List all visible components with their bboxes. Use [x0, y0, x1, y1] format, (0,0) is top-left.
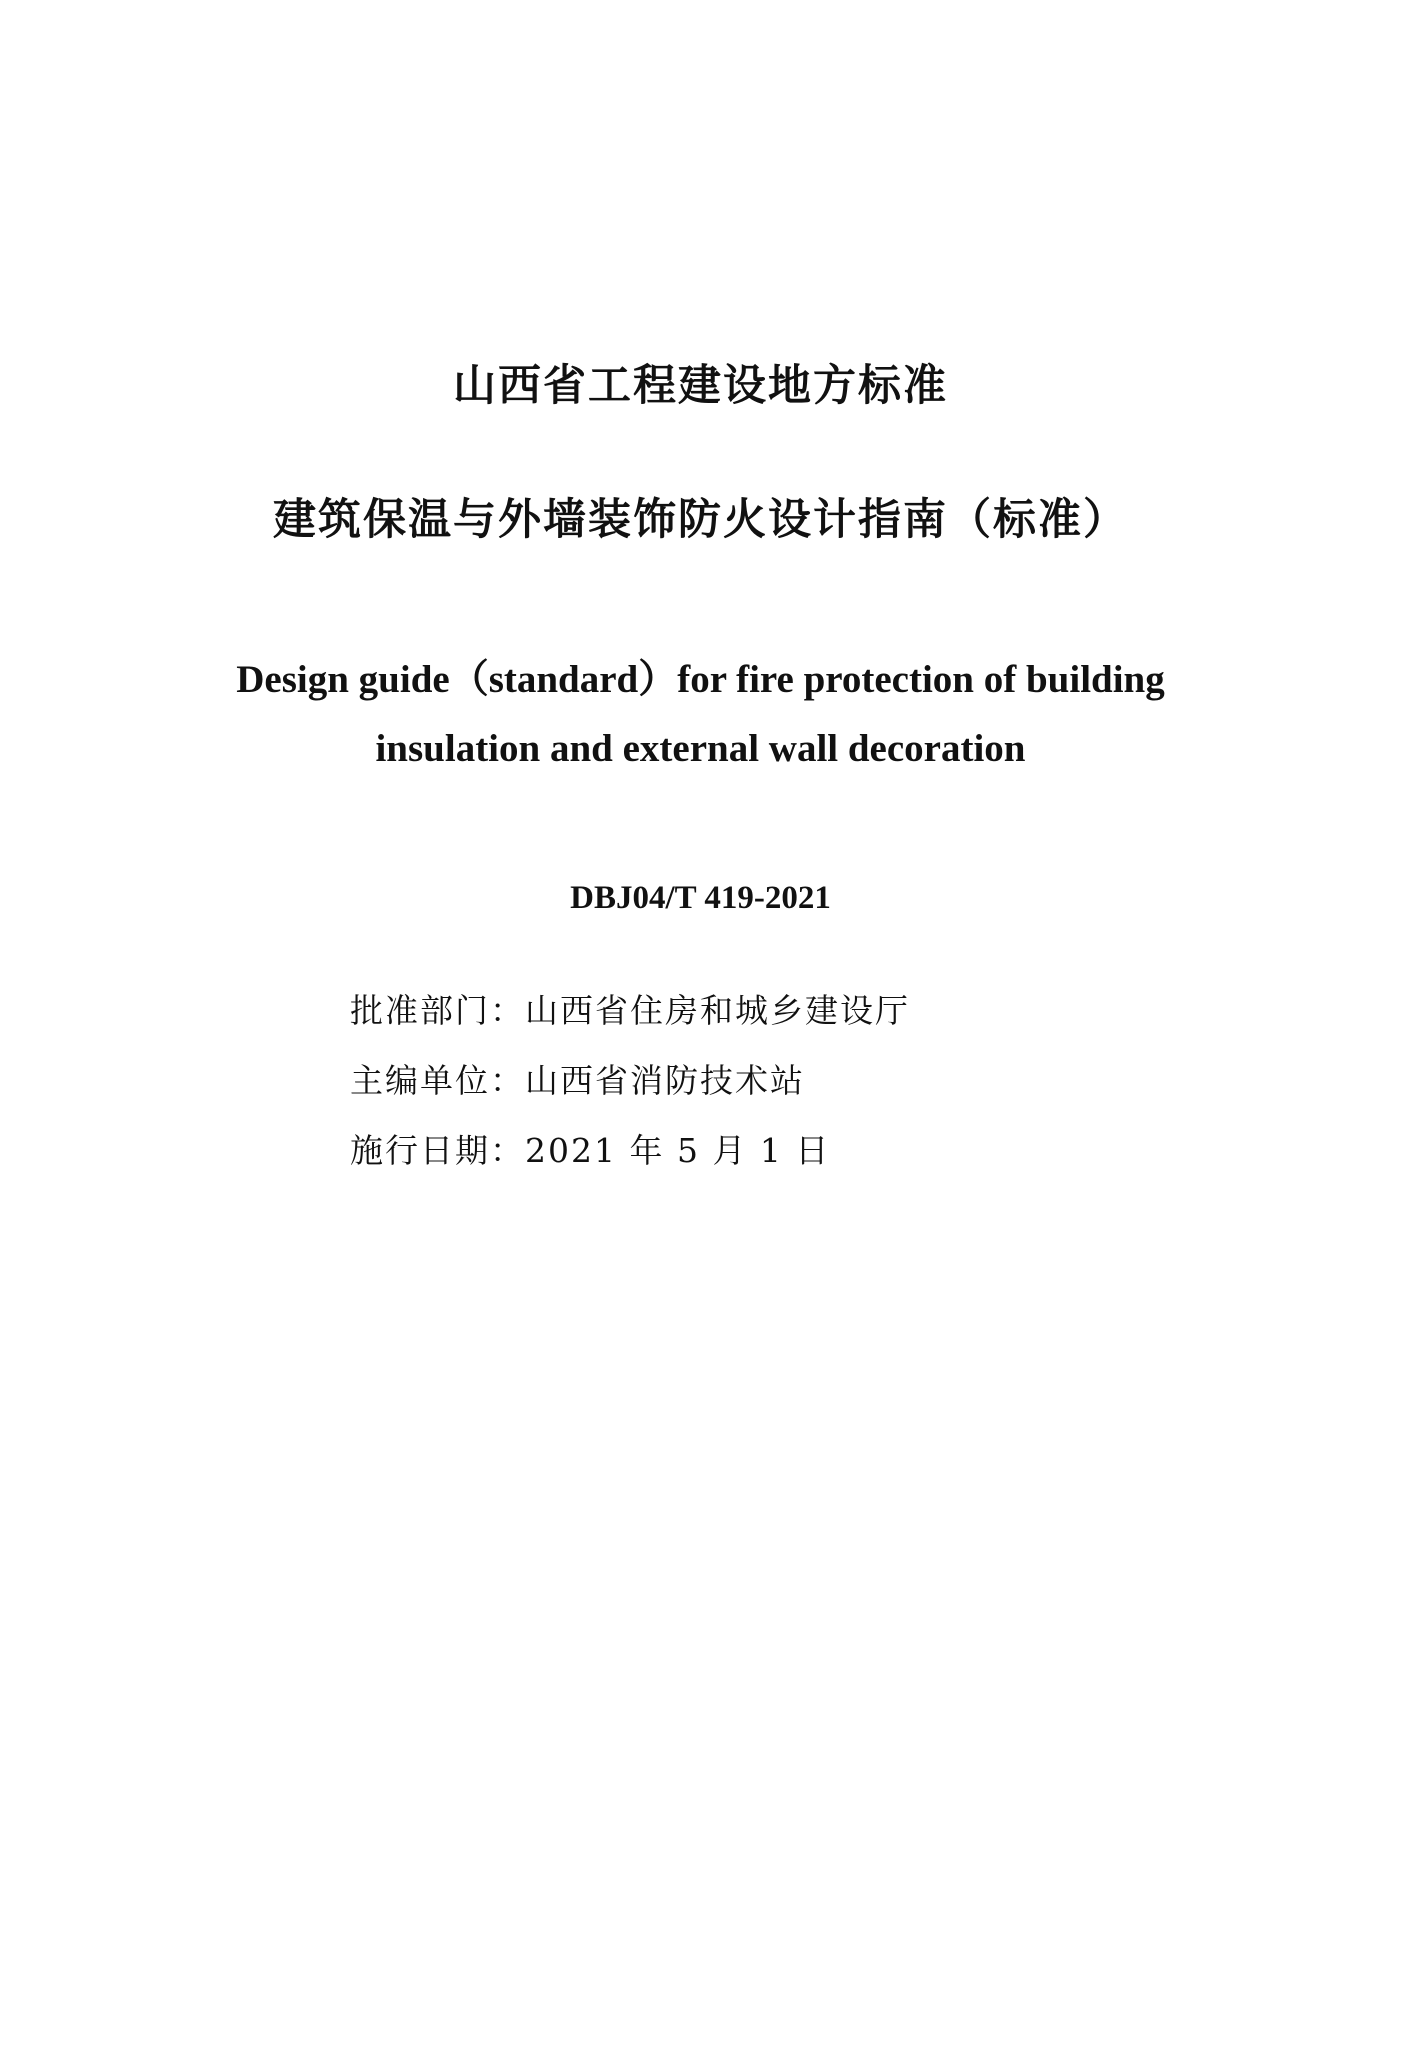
info-label: 批准部门： — [350, 991, 525, 1030]
main-title-zh: 建筑保温与外墙装饰防火设计指南（标准） — [273, 495, 1128, 545]
info-label: 主编单位： — [350, 1061, 525, 1100]
standard-code: DBJ04/T 419-2021 — [570, 880, 831, 916]
info-value: 山西省消防技术站 — [525, 1061, 805, 1100]
category-title: 山西省工程建设地方标准 — [453, 361, 948, 411]
title-en-line-2: insulation and external wall decoration — [375, 727, 1026, 770]
info-row-effective-date — [350, 1125, 1150, 1172]
info-label: 施行日期： — [350, 1131, 525, 1170]
info-row-editor — [350, 1055, 1150, 1102]
info-value: 山西省住房和城乡建设厅 — [525, 991, 910, 1030]
info-row-approval — [350, 985, 1150, 1032]
info-value: 2021 年 5 月 1 日 — [525, 1131, 831, 1170]
title-en-line-1: Design guide（standard）for fire protection of building — [236, 658, 1165, 701]
